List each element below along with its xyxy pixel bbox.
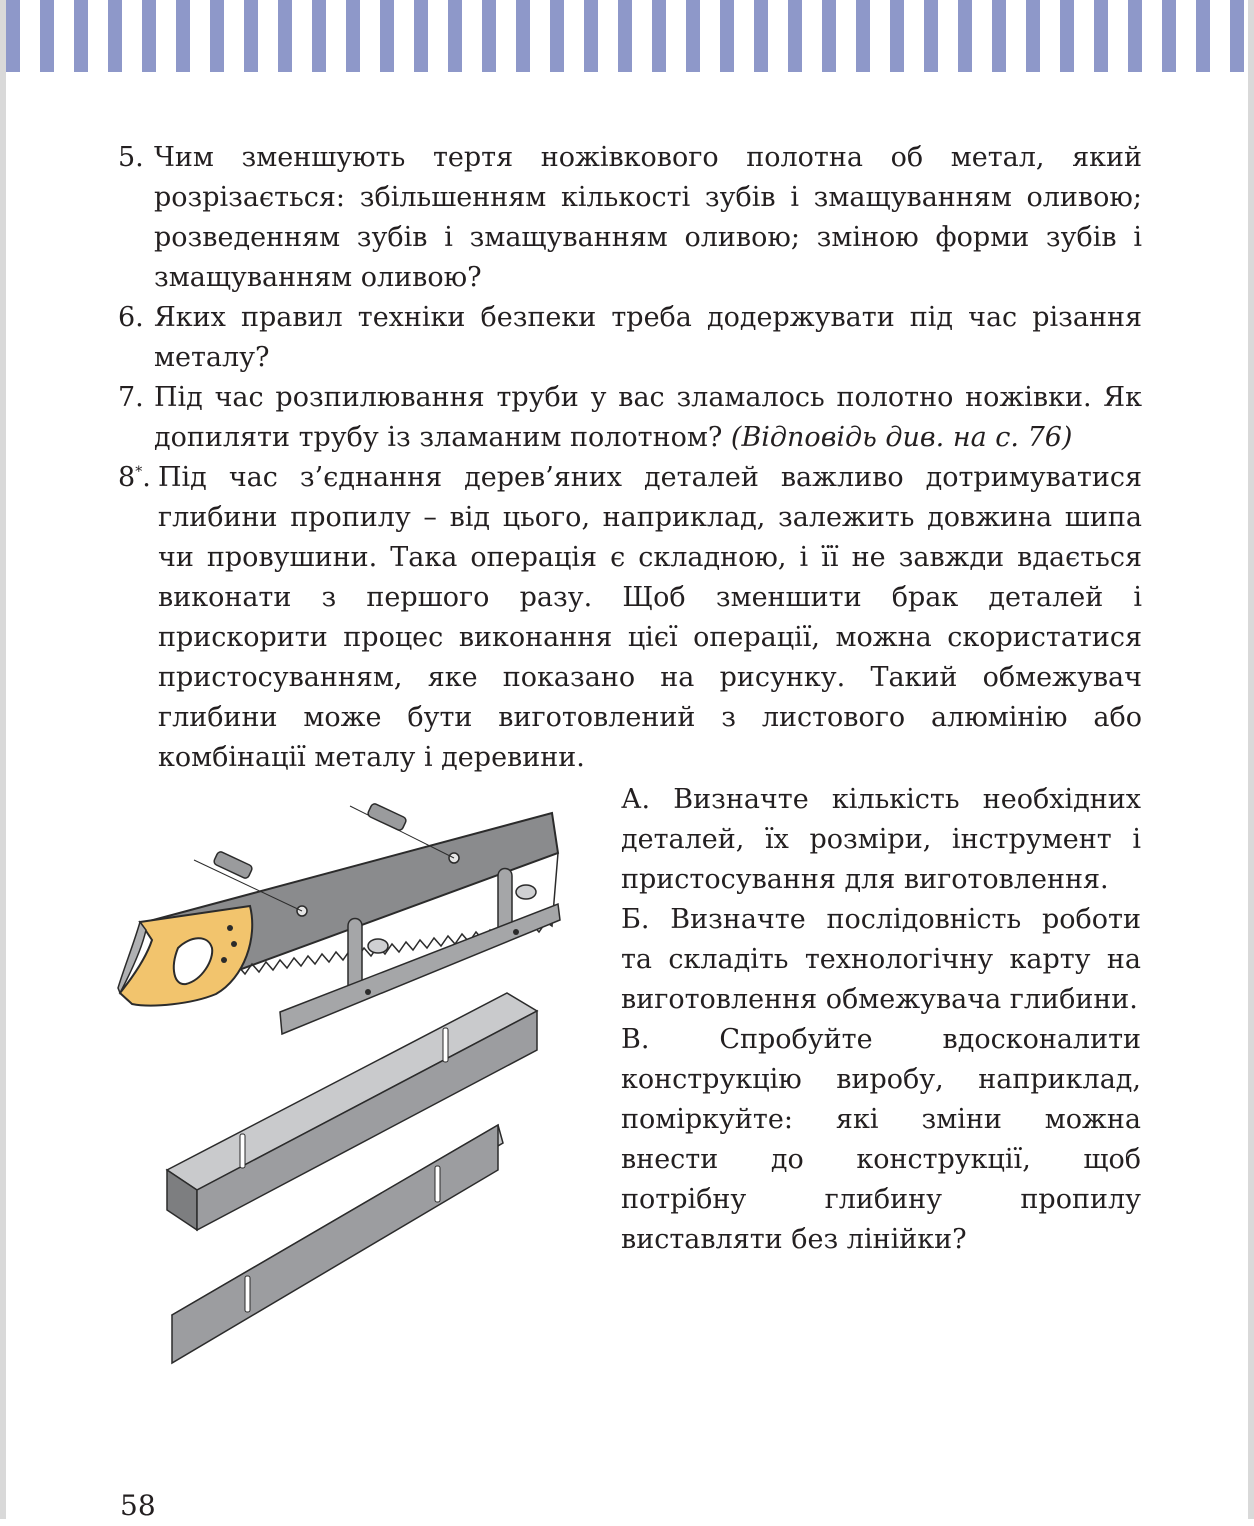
- handle-rivet: [231, 941, 237, 947]
- depth-stop-illustration: [112, 798, 572, 1378]
- answer-reference: (Відповідь див. на с. 76): [730, 422, 1073, 453]
- question-8: [118, 458, 1142, 778]
- clamp-bracket: [348, 919, 362, 991]
- page-edge-left: [0, 0, 6, 1519]
- question-text: Чим зменшують тертя ножівкового полотна об метал, який розрізається: збільшенням кількості зубів і змащуванням оливою; розведенням зубів і змащуванням оливою; зміною форми зубів і змащуванням оливою?: [154, 142, 1142, 293]
- question-text: Яких правил техніки безпеки треба додержувати під час різання металу?: [154, 302, 1142, 373]
- question-list: [118, 138, 1142, 778]
- bar-hole: [513, 929, 519, 935]
- question-number: 8*.: [118, 462, 151, 493]
- wing-nut: [368, 939, 388, 953]
- question-6: [118, 298, 1142, 378]
- page-number: 58: [120, 1489, 156, 1522]
- task-a: А. Визначте кількість необхідних деталей, їх розміри, інструмент і пристосування для виготовлення.: [621, 784, 1141, 895]
- difficulty-marker: *: [135, 464, 143, 480]
- slot: [240, 1134, 245, 1168]
- bolt-screw: [213, 851, 253, 880]
- question-7: [118, 378, 1142, 458]
- bar-hole: [365, 989, 371, 995]
- question-number: 6.: [118, 302, 144, 333]
- question-text: Під час з’єднання дерев’яних деталей важливо дотримуватися глибини пропилу – від цього, наприклад, залежить довжина шипа чи провушини. Така операція є складною, і її не завжди вдається виконати з першого разу. Щоб зменшити брак деталей і прискорити процес виконання цієї операції, можна скористатися пристосуванням, яке показано на рисунку. Такий обмежувач глибини може бути виготовлений з листового алюмінію або комбінації металу і деревини.: [158, 462, 1142, 773]
- slot: [443, 1028, 448, 1062]
- question-text: Під час розпилювання труби у вас зламалось полотно ножівки. Як допиляти трубу із зламаним полотном?: [154, 382, 1142, 453]
- question-5: [118, 138, 1142, 298]
- header-stripes: [6, 0, 1246, 72]
- question-number: 5.: [118, 142, 144, 173]
- task-b: Б. Визначте послідовність роботи та складіть технологічну карту на виготовлення обмежувача глибини.: [621, 904, 1141, 1015]
- bolt-guide-line: [350, 806, 454, 858]
- task-list: [621, 780, 1141, 1260]
- slot: [245, 1276, 250, 1312]
- bolt-screw: [367, 803, 407, 832]
- question-number: 7.: [118, 382, 144, 413]
- wing-nut: [516, 885, 536, 899]
- task-c: В. Спробуйте вдосконалити конструкцію виробу, наприклад, поміркуйте: які зміни можна внести до конструкції, щоб потрібну глибину пропилу виставляти без лінійки?: [621, 1024, 1141, 1255]
- slot: [435, 1166, 440, 1202]
- handle-rivet: [221, 957, 227, 963]
- handle-rivet: [227, 925, 233, 931]
- angle-profile-front: [197, 1011, 537, 1230]
- clamp-bracket: [498, 869, 512, 929]
- page-edge-right: [1248, 0, 1254, 1519]
